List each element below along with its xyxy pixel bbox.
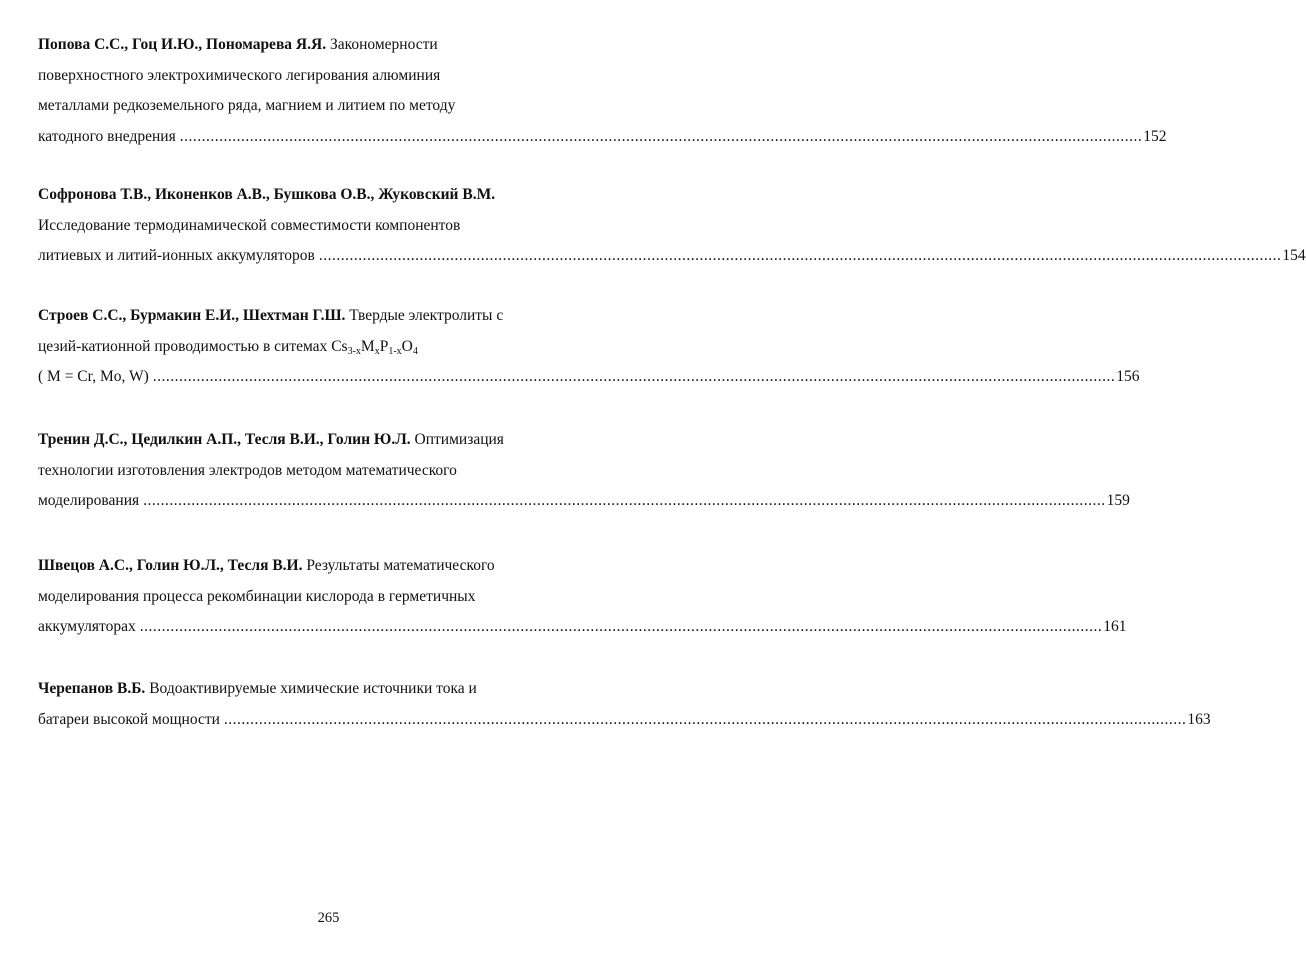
entry-page-number: 154 [1282,247,1306,264]
entry-title-end: аккумуляторах [38,618,136,635]
toc-entry-5 [38,551,1127,643]
entry-title-start: Оптимизация [410,431,504,448]
formula-element: P [379,337,389,355]
dot-leader: ............................................................................................................................................................................................................................ [152,368,1116,385]
entry-title-line: Исследование термодинамической совместимости компонентов [38,216,461,234]
entry-title-line: металлами редкоземельного ряда, магнием и литием по методу [38,97,456,114]
entry-authors: Тренин Д.С., Цедилкин А.П., Тесля В.И., Голин Ю.Л. [38,431,411,448]
entry-title-line: цезий-катионной проводимостью в ситемах [38,337,332,355]
page-number: 265 [317,910,340,926]
entry-title-start: Водоактивируемые химические источники тока и [145,680,477,697]
entry-authors: Черепанов В.Б. [38,680,146,697]
dot-leader: ............................................................................................................................................................................................................................ [179,127,1143,145]
entry-last-line [38,705,1211,736]
dot-leader: ............................................................................................................................................................................................................................ [223,710,1187,728]
entry-last-line [38,612,1127,643]
entry-title-end: литиевых и литий-ионных аккумуляторов [38,247,315,264]
entry-page-number: 156 [1116,368,1140,385]
entry-title-start: Результаты математического [302,557,495,574]
entry-authors: Софронова Т.В., Иконенков А.В., Бушкова О.В., Жуковский В.М. [38,186,496,203]
entry-last-line [38,241,1306,272]
dot-leader: ............................................................................................................................................................................................................................ [143,492,1106,509]
chemical-formula [331,338,418,355]
entry-authors: Попова С.С., Гоц И.Ю., Пономарева Я.Я. [38,36,327,53]
formula-subscript: 3-x [347,345,361,357]
entry-title-end: ( M = Cr, Mo, W) [38,368,149,385]
dot-leader: ............................................................................................................................................................................................................................ [318,247,1282,264]
entry-title-end: катодного внедрения [38,127,176,145]
entry-title-start: Твердые электролиты с [345,307,504,324]
entry-first-line [38,551,622,582]
entry-title-line: поверхностного электрохимического легирования алюминия [38,66,441,84]
formula-element: O [401,337,413,355]
entry-last-line [38,486,1130,517]
formula-subscript: 1-x [388,345,402,357]
entry-formula-line [38,332,622,363]
formula-subscript: x [374,345,380,357]
entry-title-line: моделирования процесса рекомбинации кислорода в герметичных [38,587,476,605]
entry-title-start: Закономерности [326,36,438,53]
entry-title-line: технологии изготовления электродов методом математического [38,461,457,479]
toc-entry-2 [38,180,1306,272]
toc-entry-6 [38,674,1211,735]
entry-page-number: 161 [1103,618,1127,635]
formula-element: Cs [331,337,348,355]
entry-last-line [38,122,1167,153]
entry-last-line [38,362,1140,393]
toc-entry-4 [38,425,1130,517]
entry-page-number: 152 [1143,127,1167,145]
entry-title-end: батареи высокой мощности [38,710,220,728]
entry-first-line [38,301,622,332]
entry-first-line [38,674,622,705]
entry-first-line [38,30,622,61]
entry-authors: Строев С.С., Бурмакин Е.И., Шехтман Г.Ш. [38,307,346,324]
formula-element: M [360,337,375,355]
entry-title-end: моделирования [38,492,140,509]
toc-entry-3 [38,301,1140,393]
toc-entry-1 [38,30,1167,152]
entry-first-line [38,425,622,456]
entry-authors: Швецов А.С., Голин Ю.Л., Тесля В.И. [38,557,303,574]
dot-leader: ............................................................................................................................................................................................................................ [139,618,1103,635]
entry-page-number: 159 [1106,492,1130,509]
entry-page-number: 163 [1187,710,1211,728]
formula-subscript: 4 [412,345,418,357]
